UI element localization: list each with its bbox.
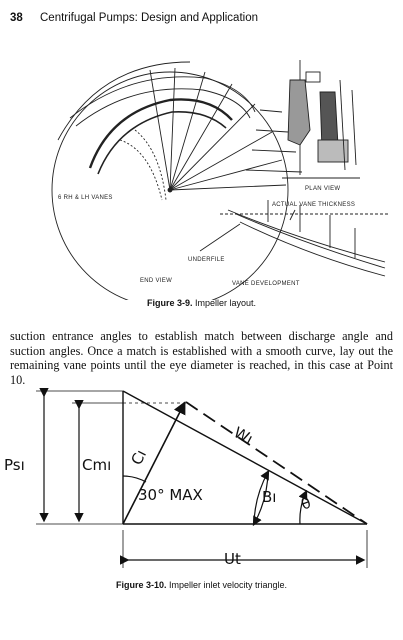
bi-label: Bı: [262, 488, 277, 506]
figure-3-9-number: Figure 3-9.: [146, 298, 193, 308]
angle-max-label: 30° MAX: [138, 486, 203, 504]
ci-label: Cı: [127, 446, 151, 468]
plan-view-label: PLAN VIEW: [305, 186, 341, 192]
wi-label: Wı: [230, 423, 256, 449]
vane-arc-inner: [76, 89, 250, 126]
figure-3-9-caption: [0, 298, 403, 308]
triangle-hypotenuse: [123, 391, 367, 524]
theta-label: θ: [298, 493, 314, 514]
angle-30-arc: [123, 476, 146, 482]
theta-angle-arc: [300, 492, 306, 524]
vane-development-label: VANE DEVELOPMENT: [232, 281, 300, 287]
psi-label: Psı: [4, 456, 25, 474]
underfile-label: UNDERFILE: [188, 257, 225, 263]
impeller-layout-figure: [0, 0, 403, 300]
body-paragraph: suction entrance angles to establish match between discharge angle and suction angles. Once a match is established with a smooth curve, lay out the remaining vane points until the eye diameter is reached, in this case at Point 10.: [10, 329, 393, 387]
vanes-label: 6 RH & LH VANES: [58, 195, 113, 201]
ci-vector: [123, 404, 184, 524]
actual-vane-thickness-label: ACTUAL VANE THICKNESS: [272, 202, 356, 208]
wi-dashed-line: [186, 402, 367, 524]
ut-label: Ut: [224, 550, 241, 568]
figure-3-9-text: Impeller layout.: [192, 298, 257, 308]
end-view-label: END VIEW: [140, 278, 173, 284]
page-number: 38: [10, 12, 23, 24]
bi-angle-arc: [254, 472, 268, 524]
book-title: Centrifugal Pumps: Design and Application: [40, 12, 258, 24]
vane-development-curve: [228, 210, 385, 262]
figure-3-10-number: Figure 3-10.: [115, 580, 167, 590]
figure-3-10-caption: [0, 580, 403, 590]
cmi-label: Cmı: [82, 456, 112, 474]
figure-3-10-text: Impeller inlet velocity triangle.: [166, 580, 288, 590]
